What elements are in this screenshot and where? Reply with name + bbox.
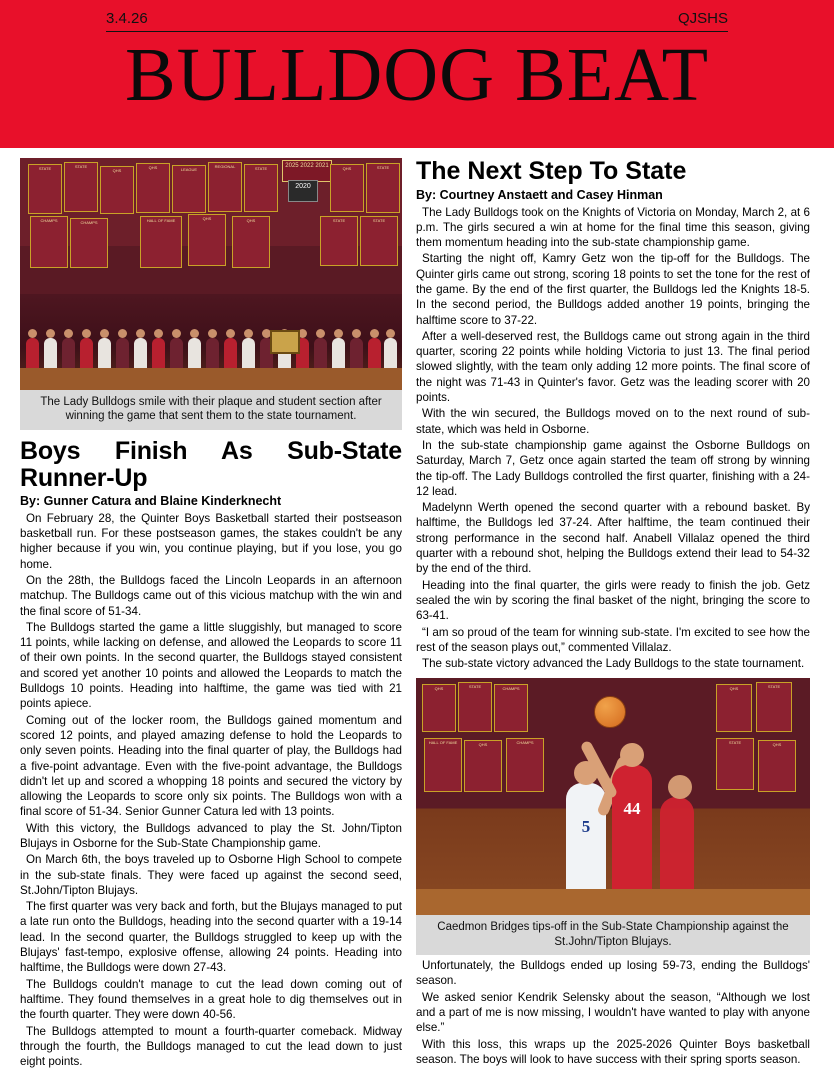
gym-banner: STATE: [366, 163, 400, 213]
gym-banner: STATE: [458, 682, 492, 732]
gym-banner: QHS: [136, 163, 170, 213]
team-photo-block: [20, 158, 402, 430]
girls-paragraph: Starting the night off, Kamry Getz won the tip-off for the Bulldogs. The Quinter girls came out strong, scoring 18 points to set the tone for the rest of the game. By the end of the first quarter, the Bulldogs led the Knights 18-5. In the second period, the Bulldogs added another 19 points, bringing the halftime score to 37-22.: [416, 252, 810, 327]
boys-paragraph: The Bulldogs attempted to mount a fourth-quarter comeback. Midway through the fourth, the Bulldogs managed to cut the lead down to just eight points.: [20, 1024, 402, 1069]
masthead: [0, 0, 834, 148]
basketball: [594, 696, 626, 728]
jersey-number: 44: [623, 799, 641, 819]
girls-paragraph: Heading into the final quarter, the girls were ready to finish the job. Getz sealed the win by scoring the final basket of the night, bringing the score to 63-41.: [416, 578, 810, 623]
boys-wrapup-paragraph: Unfortunately, the Bulldogs ended up losing 59-73, ending the Bulldogs' season.: [416, 959, 810, 988]
boys-paragraph: On March 6th, the boys traveled up to Osborne High School to compete in the sub-state finals. They were faced up against the second seed, St.John/Tipton Blujays.: [20, 853, 402, 897]
boys-paragraph: On February 28, the Quinter Boys Basketball started their postseason basketball run. For these postseason games, the stakes couldn't be any higher because if you win, you continue playing, but if you lose, you go home.: [20, 511, 402, 571]
gym-banner: QHS: [716, 684, 752, 732]
girls-paragraph: The Lady Bulldogs took on the Knights of Victoria on Monday, March 2, at 6 p.m. The girls secured a win at home for the final time this season, giving them momentum heading into the sub-state championship game.: [416, 205, 810, 250]
tipoff-photo: [416, 678, 810, 915]
gym-banner: CHAMPS: [30, 216, 68, 268]
championship-plaque: [270, 330, 300, 354]
gym-banner: STATE: [716, 738, 754, 790]
boys-article-byline: By: Gunner Catura and Blaine Kinderknecht: [20, 493, 282, 508]
boys-paragraph: On the 28th, the Bulldogs faced the Lincoln Leopards in an afternoon matchup. The Bulldogs came out of this vicious matchup with the win and the final score of 51-34.: [20, 573, 402, 618]
boys-paragraph: With this victory, the Bulldogs advanced to play the St. John/Tipton Blujays in Osborne for the Sub-State Championship game.: [20, 821, 402, 850]
tipoff-photo-block: [416, 678, 810, 955]
girls-paragraph: “I am so proud of the team for winning sub-state. I'm excited to see how the rest of the season plays out,” commented Villalaz.: [416, 625, 810, 654]
right-column: [416, 158, 810, 1070]
gym-banner: HALL OF FAME: [424, 738, 462, 792]
girls-article-byline: By: Courtney Anstaett and Casey Hinman: [416, 187, 663, 202]
gym-banner: CHAMPS: [506, 738, 544, 792]
gym-banner: STATE: [64, 162, 98, 212]
boys-wrapup-paragraph: We asked senior Kendrik Selensky about the season, “Although we lost and a part of me is now missing, I wouldn't have wanted to play with anyone else.”: [416, 990, 810, 1035]
gym-banner: QHS: [422, 684, 456, 732]
school-name: QJSHS: [677, 10, 728, 27]
gym-floor: [416, 889, 810, 915]
issue-date: 3.4.26: [106, 10, 148, 27]
gym-banner: CHAMPS: [70, 218, 108, 268]
girls-paragraph: Madelynn Werth opened the second quarter with a rebound basket. By halftime, the Bulldogs led 37-24. After halftime, the team continued their strong performance in the second half. Anabell Villalaz opened the third quarter with a rebound shot, helping the Bulldogs extend their lead to 54-32 by the end of the third.: [416, 501, 810, 576]
content-area: [0, 148, 834, 1070]
team-photo: [20, 158, 402, 390]
student-section: [20, 294, 402, 390]
gym-banner: QHS: [188, 214, 226, 266]
girls-paragraph: After a well-deserved rest, the Bulldogs came out strong again in the third quarter, scoring 22 points while holding Victoria to just 13. The final period slowed slightly, with the team only adding 12 more points. The final score of the night was 71-43 in Quinter's favor. Getz was the leading scorer with 20 points.: [416, 329, 810, 405]
jersey-number: 5: [581, 817, 591, 837]
gym-banner: STATE: [28, 164, 62, 214]
gym-banner: QHS: [232, 216, 270, 268]
tipoff-photo-caption: Caedmon Bridges tips-off in the Sub-State Championship against the St.John/Tipton Blujays.: [416, 915, 810, 955]
gym-banner: QHS: [464, 740, 502, 792]
gym-banner: STATE: [320, 216, 358, 266]
boys-wrapup-paragraph: With this loss, this wraps up the 2025-2026 Quinter Boys basketball season. The boys will look to have success with their spring sports season.: [416, 1037, 810, 1066]
gym-banner: REGIONAL: [208, 162, 242, 212]
gym-banner: STATE: [756, 682, 792, 732]
gym-banner: STATE: [244, 164, 278, 212]
gym-banner: QHS: [100, 166, 134, 214]
boys-article-headline: Boys Finish As Sub-State Runner-Up: [20, 436, 402, 492]
gym-banner: HALL OF FAME: [140, 216, 182, 268]
boys-paragraph: The Bulldogs couldn't manage to cut the lead down coming out of halftime. They found themselves in a great hole to dig themselves out in the fourth quarter. They were down 40-56.: [20, 977, 402, 1022]
boys-paragraph: The first quarter was very back and forth, but the Blujays managed to put a late run onto the Bulldogs, heading into the second quarter with a 19-14 lead. In the second quarter, the Bulldogs struggled to keep up with the Blujays' fast-tempo, explosive offense, allowing 24 points. Heading into halftime, the Bulldogs were down 27-43.: [20, 900, 402, 975]
publication-title: BULLDOG BEAT: [124, 33, 710, 117]
gym-banner: QHS: [758, 740, 796, 792]
masthead-meta: [0, 0, 834, 27]
gym-floor: [20, 368, 402, 390]
girls-paragraph: In the sub-state championship game against the Osborne Bulldogs on Saturday, March 7, Getz once again started the team off strong by winning the tip-off. The Lady Bulldogs controlled the first quarter, finishing with a 24-12 lead.: [416, 438, 810, 498]
team-photo-caption: The Lady Bulldogs smile with their plaque and student section after winning the game that sent them to the state tournament.: [20, 390, 402, 430]
boys-paragraph: Coming out of the locker room, the Bulldogs gained momentum and scored 12 points, and played amazing defense to hold the Leopards to only seven points. Heading into the final quarter of play, the Bulldogs had a five-point advantage. Even with the five-point advantage, the Bulldogs didn't let up and scored a whopping 18 points and secured the victory by allowing the Leopards to score only six points. The Bulldogs won with a final score of 51-34. Senior Gunner Catura led with 13 points.: [20, 713, 402, 819]
girls-paragraph: With the win secured, the Bulldogs moved on to the next round of sub-state, which was held in Osborne.: [416, 407, 810, 436]
gym-banner: CHAMPS: [494, 684, 528, 732]
left-column: [20, 158, 402, 1070]
girls-article-headline: The Next Step To State: [416, 157, 687, 185]
boys-paragraph: The Bulldogs started the game a little sluggishly, but managed to score 11 points, while lacking on defense, and allowed the Leopards to score 11 of their own points. In the second quarter, the Bulldogs stayed consistent and scored yet another 10 points and allowed the Leopards to match the Bulldogs 10 points. Heading into halftime, the game was tied with 21 points apiece.: [20, 620, 402, 711]
gym-banner: LEAGUE: [172, 165, 206, 213]
girls-paragraph: The sub-state victory advanced the Lady Bulldogs to the state tournament.: [422, 657, 805, 671]
masthead-divider: [106, 31, 728, 32]
gym-banner: STATE: [360, 216, 398, 266]
gym-banner-year: 2020: [288, 180, 318, 202]
gym-banner: QHS: [330, 164, 364, 212]
gym-banner-year: 2025 2022 2021: [282, 160, 332, 182]
